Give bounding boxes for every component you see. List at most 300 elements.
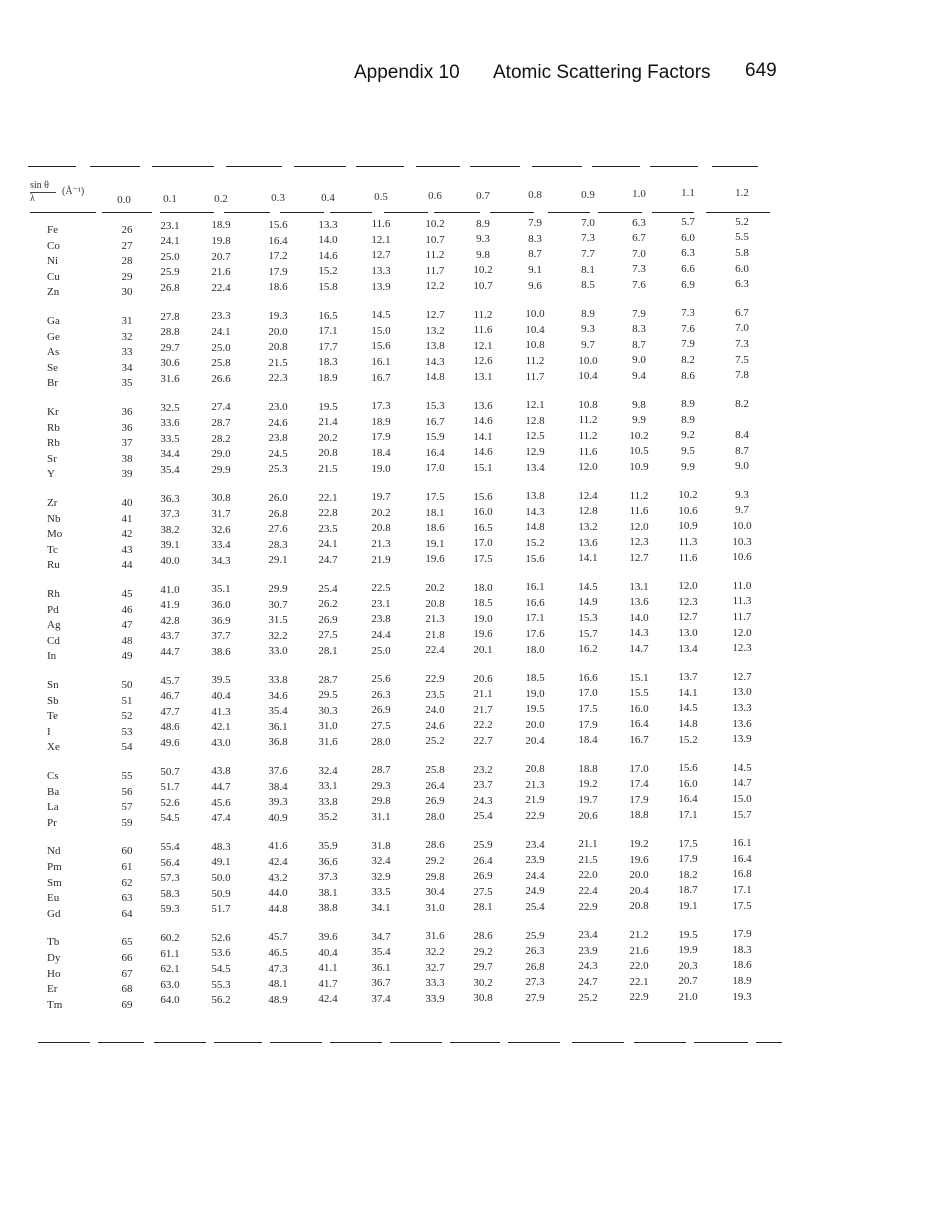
scattering-value: 21.8 — [425, 628, 445, 641]
scattering-value: 16.4 — [629, 718, 649, 731]
scattering-value: 59.3 — [160, 903, 180, 916]
scattering-value: 21.5 — [268, 356, 288, 369]
scattering-value: 16.1 — [732, 837, 752, 850]
scattering-value: 13.4 — [678, 642, 698, 655]
scattering-value: 37.4 — [371, 993, 391, 1006]
atomic-number: 50 — [121, 679, 133, 691]
scattering-value: 8.9 — [681, 398, 695, 411]
scattering-value: 18.0 — [525, 643, 545, 656]
scattering-value: 25.2 — [578, 991, 598, 1004]
scattering-value: 14.0 — [629, 611, 649, 624]
scattering-value: 31.0 — [318, 720, 338, 733]
scattering-value: 35.4 — [160, 464, 180, 477]
scattering-value: 26.4 — [473, 854, 493, 867]
scattering-value: 12.0 — [678, 580, 698, 593]
scattering-value: 24.1 — [211, 325, 231, 338]
scattering-value: 26.3 — [371, 688, 391, 701]
scattering-value: 42.8 — [160, 614, 180, 627]
scattering-value: 20.7 — [678, 975, 698, 988]
element-symbol: Rb — [47, 437, 60, 450]
scattering-value: 16.0 — [678, 777, 698, 790]
scattering-value: 7.3 — [735, 338, 749, 350]
scattering-value: 16.8 — [732, 868, 752, 881]
scattering-value: 43.0 — [211, 736, 231, 749]
scattering-value: 38.6 — [211, 645, 231, 658]
scattering-value: 61.1 — [160, 947, 180, 960]
scattering-value: 22.1 — [629, 975, 649, 988]
scattering-value: 12.2 — [425, 280, 445, 293]
scattering-value: 34.1 — [371, 902, 391, 915]
scattering-value: 22.4 — [578, 885, 598, 898]
column-header: 0.0 — [117, 194, 131, 206]
scattering-value: 32.5 — [160, 401, 180, 414]
scattering-value: 47.7 — [160, 705, 180, 718]
scattering-value: 9.4 — [632, 369, 646, 382]
scattering-value: 33.1 — [318, 780, 338, 793]
atomic-number: 42 — [121, 528, 133, 541]
scattering-value: 7.0 — [735, 322, 749, 335]
scattering-value: 41.1 — [318, 962, 338, 975]
atomic-number: 53 — [121, 725, 133, 738]
scattering-value: 27.5 — [371, 720, 391, 733]
element-symbol: As — [47, 346, 60, 359]
scattering-value: 15.8 — [318, 281, 338, 293]
scattering-value: 10.2 — [678, 489, 698, 502]
scattering-value: 13.6 — [629, 596, 649, 609]
atomic-number: 49 — [121, 650, 133, 663]
scattering-value: 23.9 — [525, 854, 545, 867]
scattering-value: 25.0 — [371, 644, 391, 657]
scattering-value: 62.1 — [160, 963, 180, 976]
scattering-value: 38.2 — [160, 523, 180, 536]
table-header-rule — [280, 212, 324, 213]
scattering-value: 11.7 — [525, 370, 545, 383]
scattering-value: 29.5 — [318, 689, 338, 702]
scattering-value: 24.0 — [425, 704, 445, 717]
scattering-value: 23.1 — [160, 219, 180, 232]
scattering-value: 38.8 — [318, 902, 338, 915]
scattering-value: 12.7 — [629, 551, 649, 564]
scattering-value: 47.4 — [211, 812, 231, 825]
element-symbol: Ag — [47, 619, 61, 632]
scattering-value: 48.9 — [268, 993, 288, 1006]
scattering-value: 21.1 — [578, 838, 598, 851]
scattering-value: 55.4 — [160, 841, 180, 854]
scattering-value: 6.0 — [735, 262, 749, 275]
scattering-value: 11.2 — [525, 355, 545, 367]
element-symbol: Pd — [47, 603, 59, 616]
scattering-value: 64.0 — [160, 994, 180, 1007]
column-header: 0.2 — [214, 192, 228, 205]
scattering-value: 43.2 — [268, 871, 288, 884]
atomic-number: 51 — [121, 694, 133, 707]
element-symbol: Cd — [47, 634, 60, 647]
scattering-value: 45.7 — [268, 931, 288, 944]
scattering-value: 28.7 — [211, 416, 231, 429]
scattering-value: 22.7 — [473, 734, 493, 747]
atomic-number: 43 — [121, 543, 133, 556]
table-bottom-rule — [330, 1042, 382, 1043]
scattering-value: 17.1 — [318, 325, 338, 338]
scattering-value: 28.7 — [318, 673, 338, 686]
scattering-value: 19.8 — [211, 234, 231, 247]
scattering-value: 24.6 — [425, 719, 445, 732]
scattering-value: 32.4 — [318, 764, 338, 777]
table-top-rule — [416, 166, 460, 167]
scattering-value: 29.8 — [371, 795, 391, 808]
scattering-value: 10.2 — [473, 264, 493, 277]
scattering-value: 29.1 — [268, 554, 288, 567]
element-symbol: Fe — [47, 224, 58, 236]
scattering-value: 24.6 — [268, 416, 288, 429]
scattering-value: 15.2 — [525, 537, 545, 549]
atomic-number: 59 — [121, 816, 133, 829]
scattering-value: 19.3 — [268, 309, 288, 322]
scattering-value: 18.5 — [525, 672, 545, 685]
scattering-value: 13.6 — [473, 399, 493, 412]
scattering-value: 12.0 — [732, 626, 752, 639]
element-symbol: Ba — [47, 785, 60, 798]
scattering-value: 19.2 — [578, 778, 598, 791]
scattering-value: 17.9 — [732, 928, 752, 941]
scattering-value: 18.1 — [425, 506, 445, 519]
scattering-value: 26.2 — [318, 598, 338, 611]
scattering-value: 48.1 — [268, 978, 288, 991]
scattering-value: 9.6 — [528, 279, 542, 292]
element-symbol: I — [47, 725, 51, 738]
scattering-value: 20.8 — [629, 900, 649, 913]
table-top-rule — [712, 166, 758, 167]
scattering-value: 35.4 — [371, 946, 391, 959]
scattering-value: 17.1 — [732, 884, 752, 896]
scattering-value: 31.8 — [371, 839, 391, 852]
scattering-value: 5.8 — [735, 247, 749, 259]
scattering-value: 42.4 — [268, 855, 288, 868]
scattering-value: 22.8 — [318, 507, 338, 520]
scattering-value: 20.0 — [268, 325, 288, 338]
scattering-value: 15.3 — [425, 399, 445, 412]
scattering-value: 12.8 — [578, 505, 598, 518]
column-header: 0.9 — [581, 188, 595, 201]
scattering-value: 44.0 — [268, 887, 288, 900]
scattering-value: 20.8 — [371, 522, 391, 535]
scattering-value: 33.9 — [425, 992, 445, 1005]
scattering-value: 15.7 — [578, 627, 598, 640]
scattering-value: 13.8 — [525, 490, 545, 503]
scattering-value: 15.6 — [678, 762, 698, 775]
scattering-value: 26.4 — [425, 779, 445, 792]
table-header-rule — [490, 212, 534, 213]
scattering-value: 24.7 — [578, 976, 598, 989]
scattering-value: 15.0 — [732, 793, 752, 805]
atomic-number: 37 — [121, 437, 133, 450]
element-symbol: Pm — [47, 861, 62, 873]
scattering-value: 13.1 — [473, 370, 493, 383]
scattering-value: 14.6 — [473, 415, 493, 428]
scattering-value: 19.9 — [678, 944, 698, 957]
scattering-value: 39.3 — [268, 796, 288, 809]
scattering-value: 7.8 — [735, 369, 749, 382]
scattering-value: 5.5 — [735, 231, 749, 244]
scattering-value: 19.0 — [525, 687, 545, 700]
scattering-value: 9.1 — [528, 264, 542, 276]
scattering-value: 35.2 — [318, 811, 338, 824]
scattering-value: 34.4 — [160, 448, 180, 461]
scattering-value: 34.7 — [371, 930, 391, 943]
scattering-value: 21.4 — [318, 416, 338, 429]
scattering-value: 23.4 — [525, 838, 545, 851]
scattering-value: 18.6 — [425, 522, 445, 535]
scattering-value: 27.3 — [525, 976, 545, 989]
scattering-value: 17.5 — [473, 552, 493, 565]
atomic-number: 47 — [121, 619, 133, 632]
scattering-value: 12.9 — [525, 446, 545, 458]
scattering-value: 15.3 — [578, 612, 598, 625]
scattering-value: 24.4 — [371, 629, 391, 642]
scattering-value: 18.4 — [371, 447, 391, 460]
scattering-value: 13.7 — [678, 671, 698, 684]
scattering-value: 25.9 — [160, 266, 180, 279]
scattering-value: 13.3 — [732, 702, 752, 714]
table-header-rule — [434, 212, 480, 213]
scattering-value: 10.3 — [732, 535, 752, 548]
scattering-value: 15.6 — [268, 218, 288, 231]
scattering-value: 14.3 — [629, 627, 649, 640]
scattering-value: 6.3 — [735, 278, 749, 291]
scattering-value: 23.7 — [473, 779, 493, 792]
table-header-rule — [160, 212, 214, 213]
scattering-value: 14.7 — [732, 777, 752, 790]
atomic-number: 29 — [121, 270, 133, 283]
scattering-value: 50.9 — [211, 887, 231, 900]
element-symbol: Gd — [47, 907, 61, 920]
scattering-value: 26.3 — [525, 945, 545, 958]
scattering-value: 36.0 — [211, 598, 231, 611]
scattering-value: 31.6 — [425, 930, 445, 943]
scattering-value: 8.6 — [681, 369, 695, 382]
scattering-value: 26.6 — [211, 372, 231, 385]
scattering-value: 16.4 — [425, 446, 445, 459]
scattering-value: 28.1 — [473, 901, 493, 914]
element-symbol: Se — [47, 361, 58, 374]
scattering-value: 21.3 — [371, 538, 391, 551]
scattering-value: 18.3 — [732, 943, 752, 956]
atomic-number: 39 — [121, 468, 133, 481]
scattering-value: 8.9 — [681, 413, 695, 426]
scattering-value: 14.3 — [525, 505, 545, 518]
table-header-rule — [652, 212, 694, 213]
scattering-value: 36.3 — [160, 492, 180, 505]
element-symbol: Nd — [47, 845, 61, 858]
scattering-value: 17.2 — [268, 250, 288, 263]
scattering-value: 36.9 — [211, 614, 231, 627]
table-top-rule — [90, 166, 140, 167]
scattering-value: 39.5 — [211, 674, 231, 687]
scattering-value: 58.3 — [160, 887, 180, 900]
scattering-value: 30.8 — [473, 992, 493, 1005]
atomic-number: 28 — [121, 255, 133, 268]
scattering-value: 13.8 — [425, 340, 445, 353]
scattering-value: 25.4 — [318, 582, 338, 595]
scattering-value: 16.6 — [525, 596, 545, 609]
scattering-value: 20.2 — [371, 506, 391, 519]
scattering-value: 15.2 — [318, 265, 338, 278]
scattering-value: 26.0 — [268, 491, 288, 504]
column-header: 1.0 — [632, 188, 646, 200]
scattering-value: 17.9 — [268, 265, 288, 278]
scattering-value: 10.7 — [473, 279, 493, 292]
scattering-value: 37.3 — [160, 508, 180, 521]
atomic-number: 36 — [121, 421, 133, 434]
scattering-value: 63.0 — [160, 978, 180, 991]
column-header: 0.7 — [476, 189, 490, 202]
scattering-value: 11.0 — [732, 579, 752, 592]
scattering-value: 56.4 — [160, 856, 180, 869]
scattering-value: 31.7 — [211, 507, 231, 520]
scattering-value: 19.1 — [425, 537, 445, 550]
appendix-label: Appendix 10 — [354, 62, 460, 83]
scattering-value: 48.3 — [211, 840, 231, 853]
table-top-rule — [650, 166, 698, 167]
scattering-value: 52.6 — [211, 931, 231, 944]
scattering-value: 17.0 — [425, 462, 445, 475]
element-symbol: Tm — [47, 998, 63, 1011]
scattering-value: 8.7 — [528, 248, 542, 261]
scattering-value: 11.2 — [578, 414, 598, 427]
scattering-value: 27.5 — [318, 629, 338, 642]
scattering-value: 12.7 — [678, 611, 698, 624]
scattering-value: 41.7 — [318, 977, 338, 990]
scattering-value: 11.6 — [473, 324, 493, 337]
scattering-value: 11.2 — [629, 489, 649, 502]
scattering-value: 25.9 — [525, 929, 545, 942]
scattering-value: 7.3 — [581, 232, 595, 245]
scattering-value: 33.4 — [211, 539, 231, 552]
column-header: 0.6 — [428, 190, 442, 203]
scattering-value: 10.6 — [732, 551, 752, 564]
scattering-value: 15.7 — [732, 808, 752, 821]
table-bottom-rule — [390, 1042, 442, 1043]
scattering-value: 22.2 — [473, 719, 493, 732]
scattering-value: 32.7 — [425, 961, 445, 974]
atomic-number: 33 — [121, 346, 133, 359]
scattering-value: 29.7 — [160, 341, 180, 354]
scattering-value: 55.3 — [211, 978, 231, 991]
scattering-value: 41.3 — [211, 705, 231, 718]
scattering-value: 21.6 — [211, 266, 231, 279]
scattering-value: 9.0 — [735, 460, 749, 473]
scattering-value: 20.8 — [318, 447, 338, 460]
scattering-value: 28.1 — [318, 645, 338, 657]
scattering-value: 33.5 — [371, 886, 391, 899]
scattering-value: 21.9 — [371, 553, 391, 566]
scattering-value: 27.6 — [268, 523, 288, 536]
scattering-value: 14.5 — [578, 580, 598, 593]
atomic-number: 52 — [121, 710, 133, 723]
scattering-value: 15.2 — [678, 733, 698, 746]
scattering-value: 19.6 — [425, 553, 445, 566]
scattering-value: 14.1 — [678, 686, 698, 699]
scattering-value: 8.5 — [581, 279, 595, 292]
scattering-value: 22.4 — [425, 644, 445, 657]
scattering-value: 50.0 — [211, 871, 231, 884]
scattering-value: 22.3 — [268, 372, 288, 385]
table-top-rule — [152, 166, 214, 167]
scattering-value: 27.9 — [525, 992, 545, 1004]
scattering-value: 7.5 — [735, 353, 749, 366]
scattering-value: 22.9 — [425, 672, 445, 685]
scattering-value: 28.6 — [473, 929, 493, 942]
scattering-value: 54.5 — [160, 812, 180, 825]
scattering-value: 20.0 — [525, 719, 545, 731]
scattering-value: 21.2 — [629, 928, 649, 941]
scattering-value: 35.9 — [318, 840, 338, 852]
scattering-value: 36.8 — [268, 736, 288, 749]
scattering-value: 39.1 — [160, 539, 180, 552]
scattering-value: 6.7 — [632, 232, 646, 245]
scattering-value: 20.2 — [425, 581, 445, 594]
element-symbol: Ge — [47, 330, 60, 343]
scattering-value: 20.6 — [578, 809, 598, 822]
scattering-value: 16.7 — [371, 371, 391, 384]
table-header-rule — [102, 212, 152, 213]
scattering-value: 26.9 — [371, 704, 391, 717]
atomic-number: 57 — [121, 801, 133, 814]
scattering-value: 22.0 — [578, 869, 598, 882]
scattering-value: 13.2 — [578, 521, 598, 534]
element-symbol: Sm — [47, 876, 62, 889]
scattering-value: 15.0 — [371, 324, 391, 337]
atomic-number: 63 — [121, 892, 133, 905]
scattering-value: 19.0 — [371, 462, 391, 475]
scattering-value: 36.6 — [318, 855, 338, 868]
atomic-number: 45 — [121, 588, 133, 600]
scattering-value: 12.8 — [525, 414, 545, 427]
scattering-value: 23.2 — [473, 763, 493, 776]
scattering-value: 11.6 — [678, 551, 698, 564]
scattering-value: 11.6 — [578, 445, 598, 458]
scattering-value: 13.3 — [318, 218, 338, 231]
scattering-value: 10.7 — [425, 233, 445, 246]
scattering-value: 14.1 — [473, 430, 493, 443]
atomic-number: 35 — [121, 377, 133, 390]
scattering-value: 33.8 — [268, 673, 288, 686]
scattering-value: 40.4 — [318, 946, 338, 959]
scattering-value: 16.4 — [678, 793, 698, 806]
scattering-value: 10.0 — [525, 308, 545, 321]
scattering-value: 11.2 — [425, 249, 445, 262]
scattering-value: 10.8 — [578, 398, 598, 411]
scattering-value: 17.0 — [578, 687, 598, 700]
scattering-value: 10.8 — [525, 339, 545, 352]
scattering-value: 7.7 — [581, 248, 595, 261]
scattering-value: 8.9 — [581, 307, 595, 320]
element-symbol: Ho — [47, 967, 61, 980]
atomic-number: 66 — [121, 952, 133, 964]
scattering-value: 6.6 — [681, 262, 695, 275]
header-label-unit: (Å⁻¹) — [62, 186, 85, 197]
scattering-value: 19.6 — [629, 853, 649, 866]
element-symbol: Xe — [47, 741, 60, 754]
column-header: 0.5 — [374, 191, 388, 203]
scattering-value: 24.9 — [525, 885, 545, 898]
scattering-value: 33.0 — [268, 645, 288, 658]
scattering-value: 29.8 — [425, 870, 445, 883]
atomic-number: 38 — [121, 452, 133, 465]
scattering-value: 8.3 — [632, 323, 646, 336]
scattering-value: 24.3 — [473, 794, 493, 807]
column-header: 1.1 — [681, 187, 695, 200]
